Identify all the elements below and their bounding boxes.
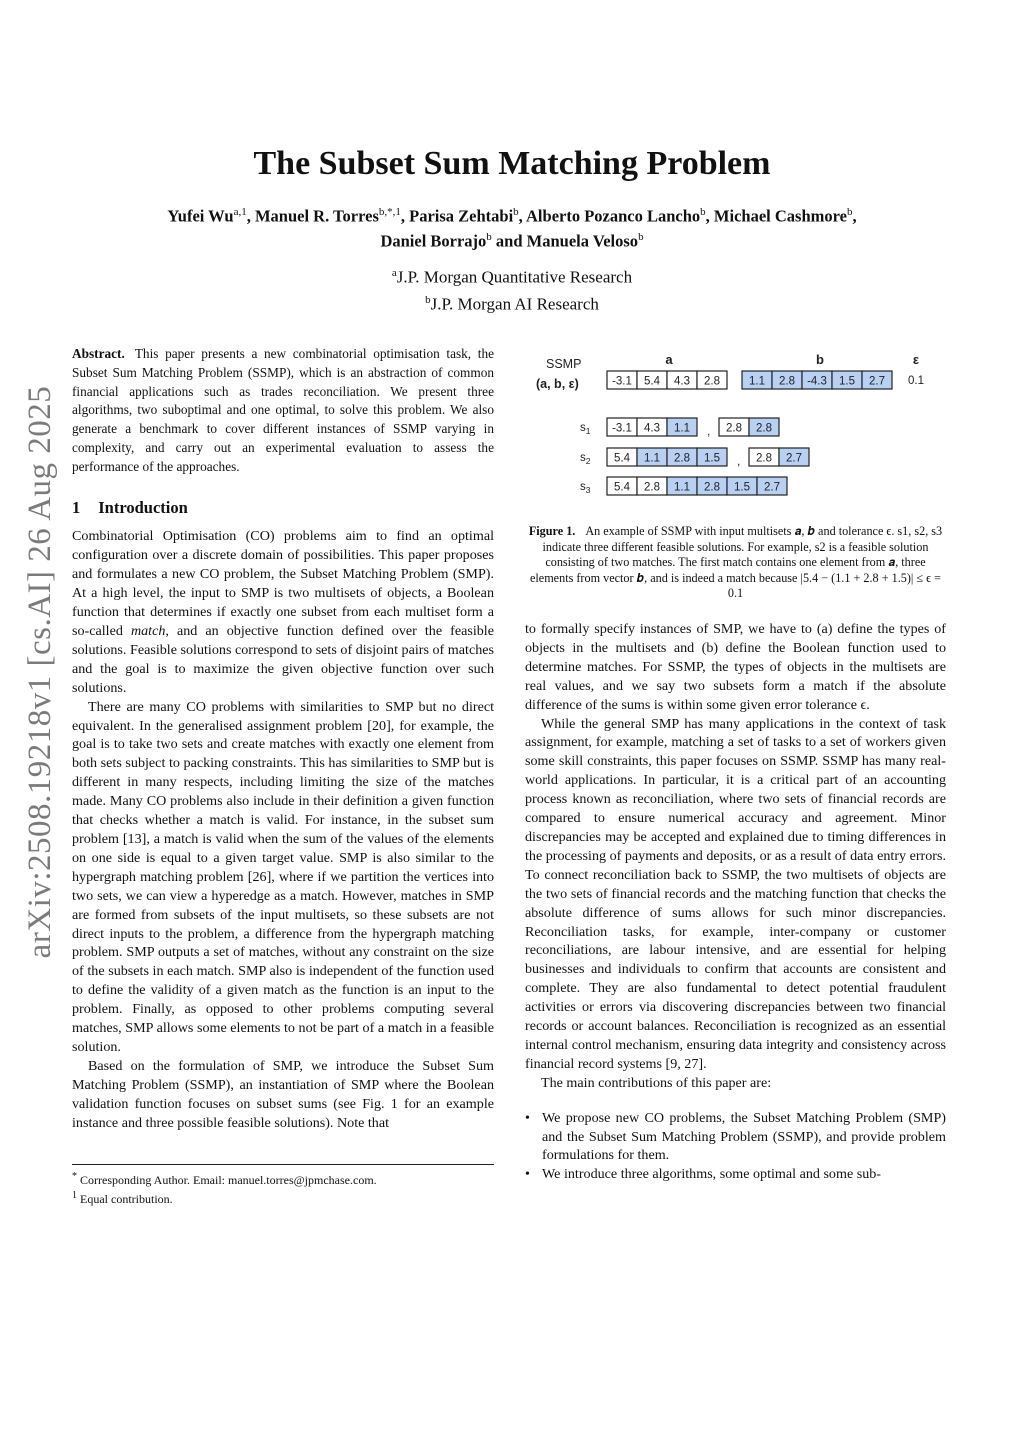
right-paragraph-3: The main contributions of this paper are: [541, 1074, 772, 1091]
figure-cell-value: 2.8 [756, 422, 772, 435]
author-name: Manuel R. Torres [254, 206, 379, 226]
abstract-label: Abstract. [72, 346, 125, 361]
figure-solution-label: $s_1$ [580, 422, 591, 436]
left-column [72, 345, 494, 1132]
figure-column-a: a [665, 352, 673, 367]
author-name: Parisa Zehtabi [409, 206, 514, 226]
abstract [72, 345, 494, 477]
footnote-corresponding: * Corresponding Author. Email: manuel.torres@jpmchase.com. [72, 1171, 377, 1187]
figure-cell-value: 4.3 [674, 375, 690, 388]
figure-cell-value: 2.8 [704, 481, 720, 494]
author-line-1 [80, 202, 944, 227]
author-name: Michael Cashmore [713, 206, 847, 226]
figure-cell-value: 1.5 [839, 375, 855, 388]
figure-ssmp-label: SSMP [546, 357, 582, 371]
figure-cell-value: 2.7 [764, 481, 780, 494]
figure-cell-value: 2.8 [756, 452, 772, 465]
figure-cell-value: 5.4 [614, 452, 630, 465]
contribution-item: • We introduce three algorithms, some optimal and some sub- [525, 1165, 946, 1184]
right-paragraph-1: to formally specify instances of SMP, we have to (a) define the types of objects in the multisets and (b) define the Boolean function used to determine matches. For SSMP, the types of objects in the multisets are real values, and we say two subsets form a match if the absolute difference of the sums is within some given error tolerance ϵ. [525, 621, 946, 713]
author-separator: , [705, 206, 714, 226]
figure-cell-value: -3.1 [612, 375, 632, 388]
figure-epsilon-value: 0.1 [908, 375, 924, 387]
author-line-2 [80, 227, 944, 252]
contribution-item: • We propose new CO problems, the Subset Matching Problem (SMP) and the Subset Sum Matching Problem (SSMP), and provide problem formulations for them. [525, 1109, 946, 1166]
figure-cell-value: 2.7 [786, 452, 802, 465]
author-affiliation-mark: b [846, 206, 853, 218]
section-heading-introduction: 1 Introduction [72, 497, 188, 517]
figure-cell-value: 2.8 [779, 375, 795, 388]
author-separator: , [246, 206, 255, 226]
paper-title: The Subset Sum Matching Problem [253, 145, 771, 182]
figure-cell-value: 1.1 [644, 452, 660, 465]
author-separator: , [518, 206, 527, 226]
intro-paragraph-3: Based on the formulation of SMP, we introduce the Subset Sum Matching Problem (SSMP), an instantiation of SMP where the Boolean validation function focuses on subset sums (see Fig. 1 for an example instance and three possible feasible solutions). Note that [72, 1057, 494, 1131]
footnote-equal-contribution: $^1$ Equal contribution. [72, 1190, 173, 1206]
figure-cell-value: -4.3 [807, 375, 827, 388]
right-column [525, 620, 946, 1184]
author-affiliation-mark: b [638, 230, 644, 243]
figure-cell-value: 1.5 [704, 452, 720, 465]
figure-cell-value: 5.4 [644, 375, 660, 388]
figure-1-ssmp-diagram [530, 350, 940, 500]
figure-column-epsilon: ε [912, 352, 920, 367]
author-name: Manuela Veloso [526, 231, 639, 250]
figure-cell-value: 5.4 [614, 481, 630, 494]
figure-args-label: (a, b, ε) [536, 377, 579, 391]
affiliation-a: $^a$J.P. Morgan Quantitative Research [391, 267, 633, 287]
intro-paragraph-2: There are many CO problems with similarities to SMP but no direct equivalent. In the generalised assignment problem [20], for example, the goal is to take two sets and create matches with exactly one element from both sets subject to packing constraints. This has similarities to SMP but is different in many respects, including limiting the size of the matches made. Many CO problems also include in their definition a given function that checks whether a match is valid. For instance, in the subset sum problem [13], a match is valid when the sum of the values of the elements on one side is equal to a given target value. SMP is also similar to the hypergraph matching problem [26], where if we partition the vertices into two sets, we can view a hyperedge as a match. However, matches in SMP are formed from subsets of the input multisets, so these subsets are not direct inputs to the problem, a difference from the hypergraph matching problem. SMP outputs a set of matches, without any constraint on the size of the subsets in each match. SMP also is independent of the function used to define the validity of a given match as the function is an input to the problem. Finally, as opposed to other problems computing several matches, SMP allows some elements to not be part of a match in a feasible solution. [72, 698, 494, 1055]
figure-comma: , [707, 424, 711, 438]
author-name: Alberto Pozanco Lancho [526, 206, 701, 226]
figure-cell-value: 2.8 [704, 375, 720, 388]
intro-paragraph-1: Combinatorial Optimisation (CO) problems aim to find an optimal configuration over a discrete domain of possibilities. This paper proposes and formulates a new CO problem, the Subset Matching Problem (SMP). At a high level, the input to SMP is two multisets of objects, a Boolean function that determines if exactly one subset from each multiset form a so-called match, and an objective function defined over the feasible solutions. Feasible solutions correspond to sets of disjoint pairs of matches and the goal is to maximize the given objective function over such solutions. [72, 528, 494, 696]
arxiv-stamp: arXiv:2508.19218v1 [cs.AI] 26 Aug 2025 [22, 385, 58, 959]
figure-cell-value: 2.7 [869, 375, 885, 388]
author-name: Daniel Borrajo [380, 231, 487, 250]
author-separator: and [491, 231, 527, 250]
figure-1-caption: Figure 1. An example of SSMP with input multisets 𝒂, 𝒃 and tolerance ϵ. s1, s2, s3 indicate three different feasible solutions. For example, s2 is a feasible solution consisting of two matches. The first match contains one element from 𝒂, three elements from vector 𝒃, and is indeed a match because |5.4 − (1.1 + 2.8 + 1.5)| ≤ ϵ = 0.1 [528, 524, 943, 601]
author-name: Yufei Wu [167, 206, 234, 226]
figure-cell-value: 2.8 [674, 452, 690, 465]
right-paragraph-2: While the general SMP has many applications in the context of task assignment, for example, matching a set of tasks to a set of workers given some skill constraints, this paper focuses on SSMP. SSMP has many real-world applications. In particular, it is a critical part of an accounting process known as reconciliation, where two sets of financial records are compared to ensure numerical accuracy and agreement. Minor discrepancies may be accepted and explained due to timing differences in the processing of payments and deposits, or as a result of data entry errors. To connect reconciliation back to SSMP, the two multisets of objects are the two sets of financial records and the matching function that checks the absolute difference of sums allows for such minor discrepancies. Reconciliation tasks, for example, inter-company or customer reconciliations, are labour intensive, and are essential for helping businesses and individuals to confirm that accounts are consistent and complete. They are also fundamental to detect potential fraudulent activities or errors via discovering discrepancies between two financial records or account balances. Reconciliation is recognized as an essential internal control mechanism, ensuring data integrity and consistency across financial record systems [9, 27]. [525, 715, 946, 1072]
figure-cell-value: -3.1 [612, 422, 632, 435]
figure-cell-value: 2.8 [726, 422, 742, 435]
figure-solution-label: $s_2$ [580, 452, 591, 466]
author-affiliation-mark: b [486, 230, 492, 243]
figure-cell-value: 1.1 [674, 422, 690, 435]
author-separator: , [400, 206, 410, 226]
figure-cell-value: 2.8 [644, 481, 660, 494]
figure-comma: , [737, 454, 741, 468]
figure-cell-value: 4.3 [644, 422, 660, 435]
figure-column-b: b [816, 352, 824, 367]
author-affiliation-mark: b,*,1 [378, 206, 401, 218]
footnotes [72, 1164, 494, 1207]
affiliations [0, 262, 1024, 315]
figure-cell-value: 1.1 [749, 375, 765, 388]
figure-cell-value: 1.5 [734, 481, 750, 494]
author-affiliation-mark: a,1 [233, 206, 247, 218]
author-affiliation-mark: b [700, 206, 706, 218]
abstract-text: This paper presents a new combinatorial optimisation task, the Subset Sum Matching Problem (SSMP), which is an abstraction of common financial applications such as trades reconciliation. We present three algorithms, two suboptimal and one optimal, to solve this problem. We also generate a benchmark to cover different instances of SSMP varying in complexity, and carry out an experimental evaluation to assess the performance of the approaches. [72, 346, 494, 474]
author-list [80, 202, 944, 251]
contributions-list [525, 1109, 946, 1185]
author-affiliation-mark: b [513, 206, 519, 218]
figure-cell-value: 1.1 [674, 481, 690, 494]
affiliation-b: $^b$J.P. Morgan AI Research [425, 293, 599, 314]
author-separator: , [852, 206, 857, 226]
figure-solution-label: $s_3$ [580, 481, 591, 495]
